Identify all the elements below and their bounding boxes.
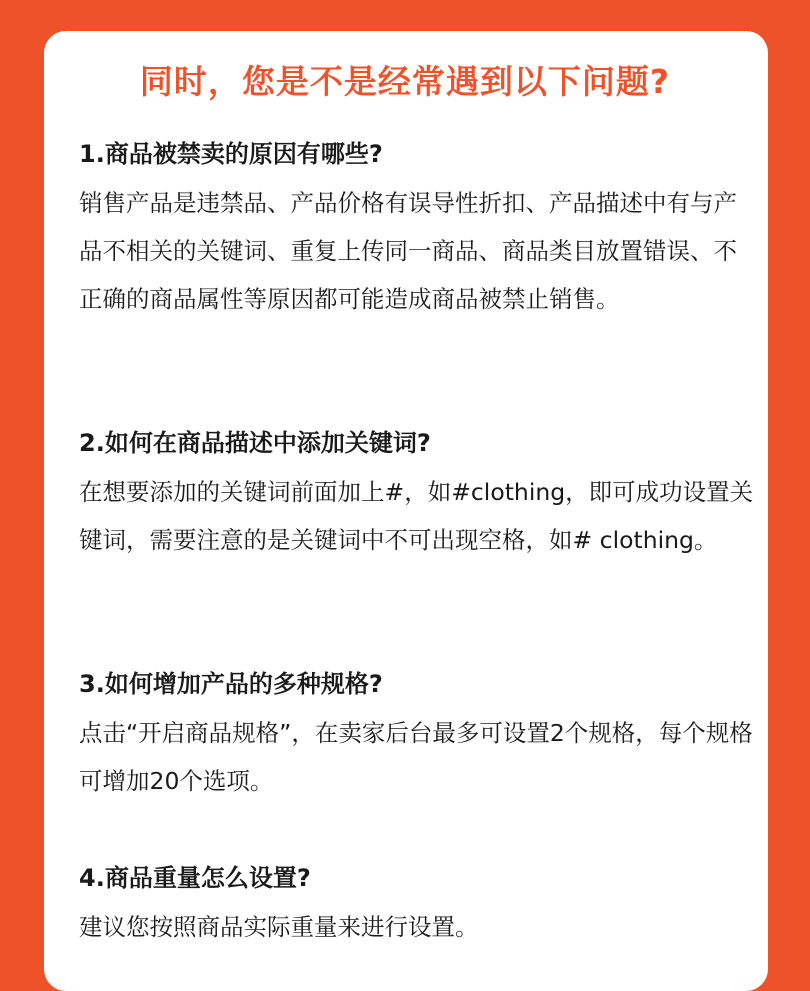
faq-item <box>79 668 759 805</box>
faq-item <box>79 427 759 564</box>
faq-answer: 建议您按照商品实际重量来进行设置。 <box>79 913 479 941</box>
faq-question: 1.商品被禁卖的原因有哪些? <box>79 140 383 168</box>
faq-item <box>79 862 759 951</box>
faq-question: 3.如何增加产品的多种规格? <box>79 670 383 698</box>
faq-question: 4.商品重量怎么设置? <box>79 864 311 892</box>
faq-answer: 点击“开启商品规格”，在卖家后台最多可设置2个规格，每个规格可增加20个选项。 <box>79 719 753 795</box>
faq-answer: 销售产品是违禁品、产品价格有误导性折扣、产品描述中有与产品不相关的关键词、重复上传同一商品、商品类目放置错误、不正确的商品属性等原因都可能造成商品被禁止销售。 <box>79 189 737 313</box>
page-title: 同时，您是不是经常遇到以下问题? <box>139 62 671 101</box>
faq-item <box>79 138 759 323</box>
faq-question: 2.如何在商品描述中添加关键词? <box>79 429 431 457</box>
faq-answer: 在想要添加的关键词前面加上#，如#clothing，即可成功设置关键词，需要注意的是关键词中不可出现空格，如# clothing。 <box>79 478 754 554</box>
